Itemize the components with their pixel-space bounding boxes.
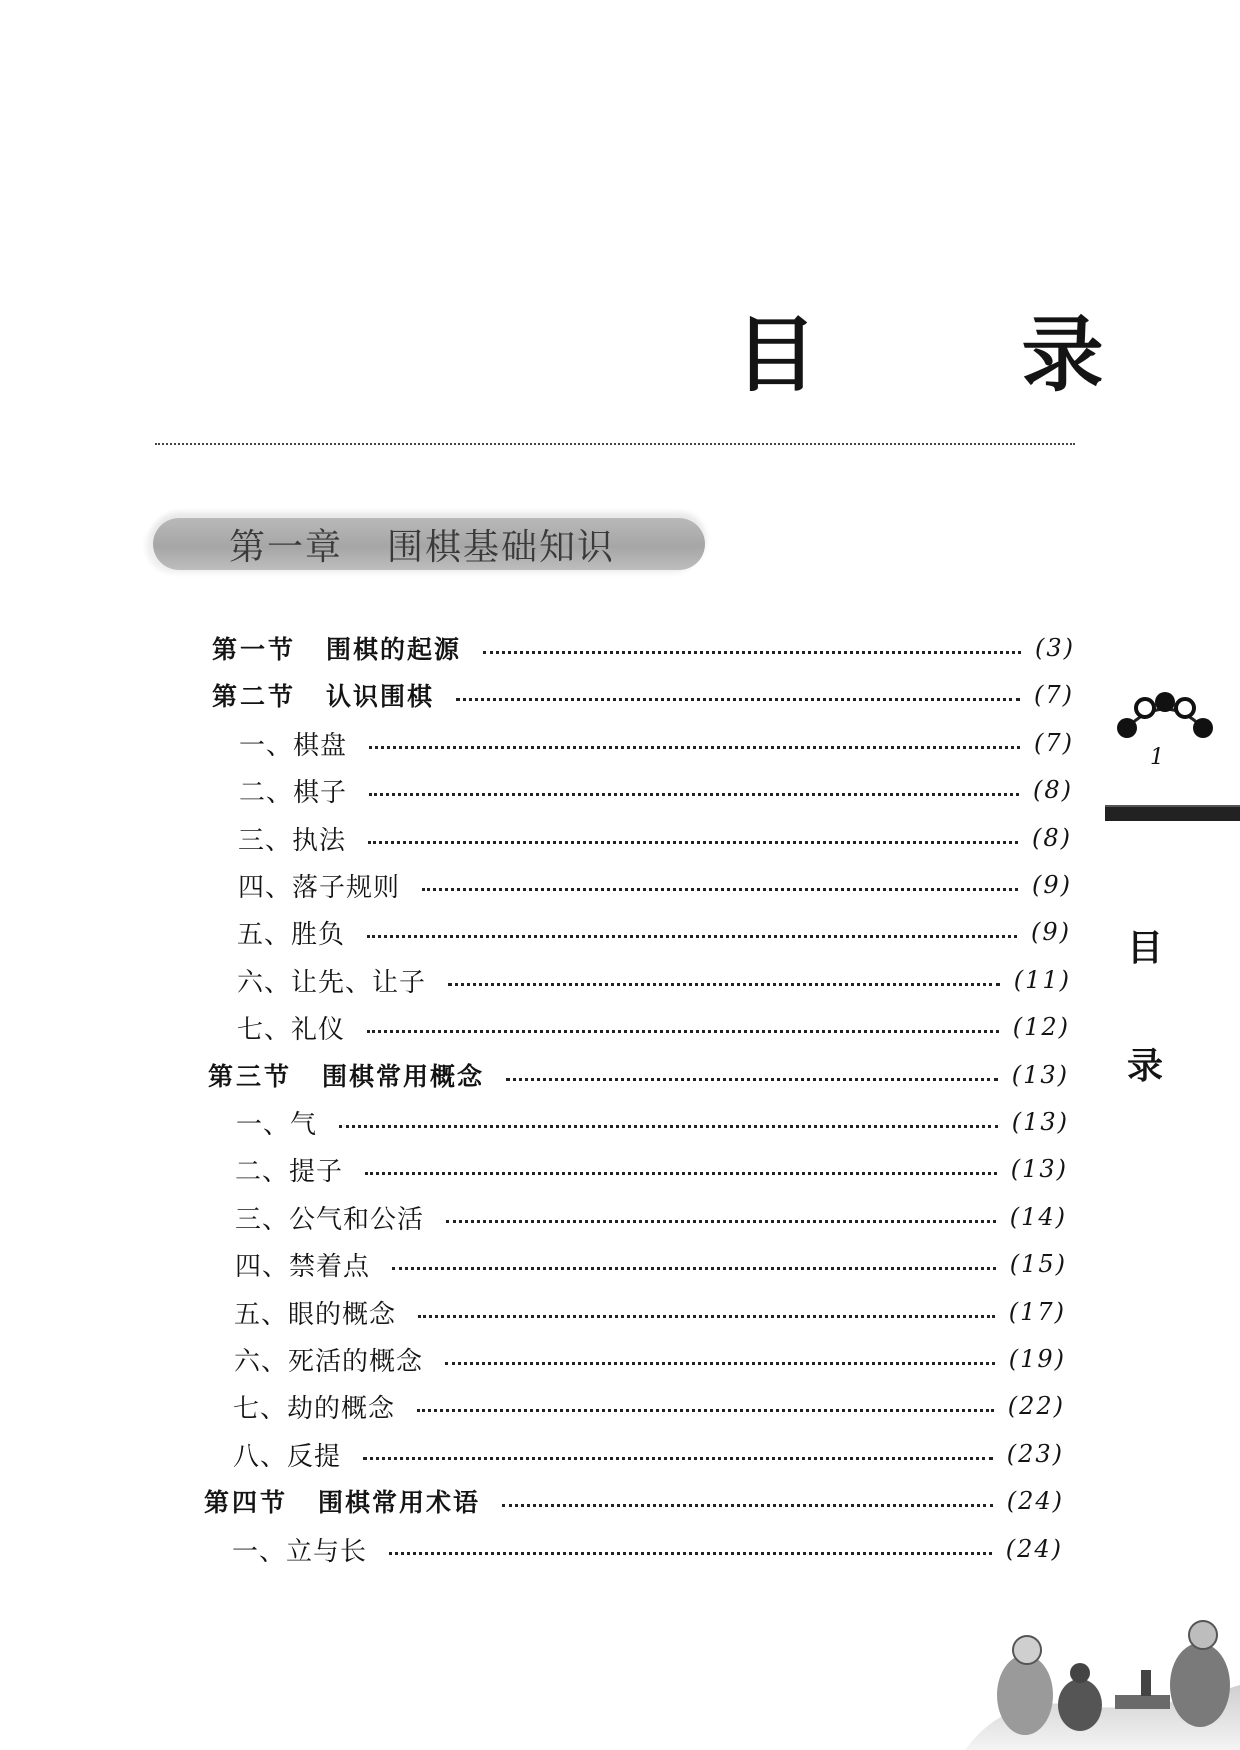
toc-page-number: (7) [1034,681,1074,709]
go-stones-icon [1115,690,1215,740]
corner-illustration [965,1575,1240,1750]
toc-dot-leader [367,935,1017,938]
toc-item-title: 二、棋子 [239,777,348,808]
toc-page-number: (3) [1035,634,1075,662]
toc-item-row[interactable] [235,1244,1067,1284]
toc-section-number: 第一节 [212,635,297,664]
toc-section-title: 围棋常用概念 [322,1062,485,1091]
toc-page-number: (8) [1033,776,1073,804]
toc-section-title: 认识围棋 [326,682,435,711]
toc-dot-leader [392,1267,996,1270]
toc-section-title: 围棋常用术语 [318,1488,481,1517]
toc-item-row[interactable] [235,1149,1068,1189]
toc-item-row[interactable] [236,1102,1069,1142]
toc-section-number: 第四节 [204,1488,289,1517]
toc-item-row[interactable] [239,723,1074,763]
toc-page-number: (23) [1006,1440,1064,1468]
toc-page-number: (15) [1009,1250,1067,1278]
toc-item-row[interactable] [237,1007,1070,1047]
toc-item-row[interactable] [238,818,1072,858]
toc-item-row[interactable] [233,1434,1064,1474]
toc-dot-leader [369,793,1019,796]
side-label-char: 录 [1127,1046,1164,1087]
toc-dot-leader [506,1078,998,1081]
toc-page-number: (13) [1010,1155,1068,1183]
toc-dot-leader [389,1552,992,1555]
toc-item-title: 六、死活的概念 [234,1346,424,1377]
toc-dot-leader [368,841,1018,844]
toc-page-number: (9) [1031,918,1071,946]
side-label-char: 目 [1127,928,1164,969]
toc-item-title: 四、禁着点 [235,1251,371,1282]
toc-item-row[interactable] [239,770,1073,810]
toc-item-row[interactable] [238,865,1072,905]
toc-item-title: 一、棋盘 [239,730,348,761]
toc-item-title: 七、礼仪 [237,1014,346,1045]
toc-page-number: (22) [1007,1392,1065,1420]
side-label [1127,890,1167,1126]
toc-item-row[interactable] [235,1197,1067,1237]
toc-dot-leader [446,1220,996,1223]
toc-item-title: 五、眼的概念 [234,1299,397,1330]
toc-page-number: (8) [1032,824,1072,852]
toc-page-number: (9) [1032,871,1072,899]
toc-page-number: (24) [1005,1535,1063,1563]
toc-item-title: 七、劫的概念 [233,1393,396,1424]
toc-page-number: (19) [1008,1345,1066,1373]
toc-dot-leader [456,698,1020,701]
side-bar [1105,805,1240,821]
toc-section-number: 第二节 [212,682,297,711]
toc-item-title: 八、反提 [233,1441,342,1472]
toc-dot-leader [367,1030,999,1033]
toc-item-row[interactable] [232,1529,1063,1569]
toc-section-row[interactable] [208,1055,1069,1095]
toc-page-number: (17) [1008,1298,1066,1326]
toc-item-title: 六、让先、让子 [237,967,427,998]
toc-item-row[interactable] [234,1339,1066,1379]
toc-item-title: 三、执法 [238,825,347,856]
chapter-name: 围棋基础知识 [387,526,616,568]
toc-section-number: 第三节 [208,1062,293,1091]
toc-item-row[interactable] [233,1386,1065,1426]
toc-item-row[interactable] [237,960,1071,1000]
toc-dot-leader [502,1504,993,1507]
toc-dot-leader [417,1409,994,1412]
toc-dot-leader [483,651,1021,654]
toc-dot-leader [448,983,1000,986]
toc-item-row[interactable] [234,1292,1066,1332]
toc-dot-leader [363,1457,993,1460]
toc-page-number: (13) [1011,1061,1069,1089]
toc-page-number: (12) [1012,1013,1070,1041]
toc-page-number: (14) [1009,1203,1067,1231]
toc-dot-leader [445,1362,995,1365]
chapter-number: 第一章 [229,526,344,568]
toc-page-number: (24) [1006,1487,1064,1515]
toc-dot-leader [418,1315,995,1318]
toc-item-title: 一、气 [236,1109,318,1140]
toc-item-title: 二、提子 [235,1156,344,1187]
toc-dot-leader [422,888,1018,891]
toc-section-title: 围棋的起源 [326,635,462,664]
toc-dot-leader [369,746,1020,749]
toc-dot-leader [365,1172,997,1175]
toc-item-title: 四、落子规则 [238,872,401,903]
toc-item-title: 三、公气和公活 [235,1204,425,1235]
toc-section-row[interactable] [212,628,1075,668]
toc-page-number: (7) [1034,729,1074,757]
toc-item-title: 五、胜负 [237,919,346,950]
side-page-number: 1 [1150,745,1164,770]
toc-section-row[interactable] [212,675,1074,715]
toc-dot-leader [339,1125,998,1128]
toc-item-title: 一、立与长 [232,1536,368,1567]
toc-item-row[interactable] [237,912,1071,952]
page-title: 目 录 [735,308,1192,403]
toc-section-row[interactable] [204,1481,1064,1521]
toc-page-number: (13) [1011,1108,1069,1136]
toc-page-number: (11) [1013,966,1071,994]
